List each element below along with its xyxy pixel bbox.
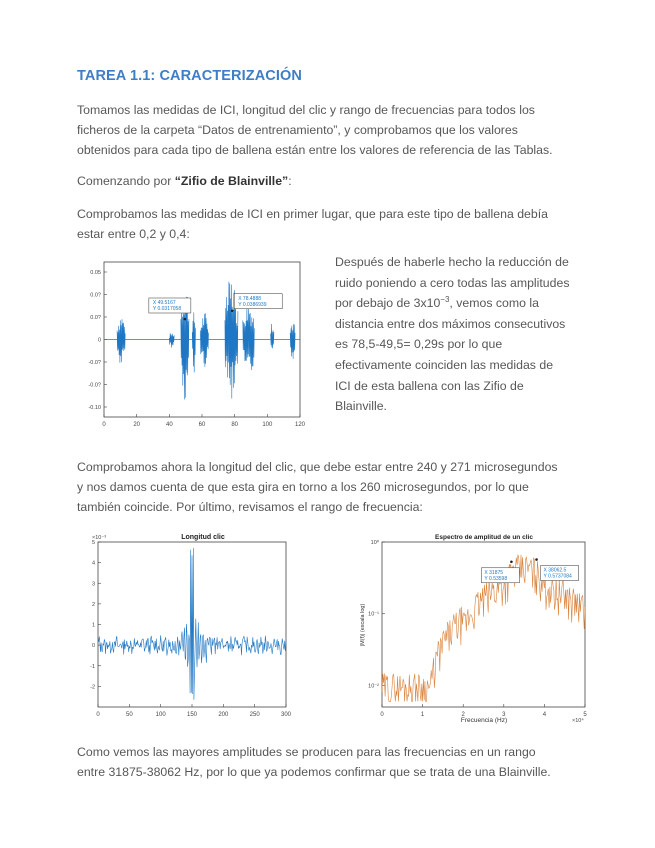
length-line-2: y nos damos cuenta de que esta gira en torno a los 260 microsegundos, por lo que: [77, 480, 529, 494]
spectrum-datatip-x: X 31875: [484, 569, 504, 576]
ici-signal-chart: [80, 252, 310, 437]
ici-x-tick-label: 40: [165, 422, 173, 428]
ici-datatip-x: X 78.4888: [238, 295, 262, 302]
spectrum-chart: [352, 527, 595, 727]
intro-line-3: obtenidos para cada tipo de ballena están entre los valores de referencia de las Tablas.: [77, 143, 553, 157]
click-length-title: Longitud clic: [181, 534, 225, 541]
ici-text-line-3: [335, 293, 590, 314]
spectrum-x-tick-label: 2: [461, 712, 465, 718]
spectrum-datatip-y: Y 0.53598: [484, 575, 508, 582]
length-y-tick-label: 2: [91, 601, 95, 608]
ici-text-line-7: ICI de esta ballena con las Zifio de: [335, 378, 524, 393]
conclusion-line-1: Como vemos las mayores amplitudes se producen para las frecuencias en un rango: [77, 745, 536, 759]
ici-datatip-marker: [184, 318, 187, 321]
length-line-3: también coincide. Por último, revisamos el rango de frecuencia:: [77, 500, 423, 514]
length-x-tick-label: 150: [186, 712, 198, 718]
ici-y-tick-label: -0.10: [88, 405, 101, 411]
spectrum-xlabel: Frecuencia (Hz): [460, 717, 508, 724]
intro-line-2: ficheros de la carpeta “Datos de entrenamiento”, y comprobamos que los valores: [77, 123, 518, 137]
ici-text-line-8: Blainville.: [335, 399, 387, 414]
ici-datatip-x: X 49.5167: [152, 299, 176, 306]
length-x-tick-label: 200: [218, 712, 229, 718]
length-x-tick-label: 250: [249, 712, 260, 718]
spectrum-y-tick-label: 10⁻¹: [368, 611, 379, 618]
ici-text-line-4: distancia entre dos máximos consecutivos: [335, 316, 566, 331]
ici-datatip-y: Y 0.0386939: [238, 301, 267, 308]
ici-explanation: [335, 252, 590, 417]
ici-x-tick-label: 100: [262, 422, 273, 428]
click-length-chart: [78, 527, 298, 727]
spectrum-x-tick-label: 3: [502, 712, 506, 718]
length-line-1: Comprobamos ahora la longitud del clic, que debe estar entre 240 y 271 microsegundos: [77, 460, 558, 474]
spectrum-x-tick-label: 4: [542, 712, 547, 718]
ici-y-tick-label: 0: [97, 337, 101, 344]
threshold-text: por debajo de 3x10: [335, 296, 441, 311]
spectrum-x-tick-label: 1: [420, 712, 425, 718]
length-paragraph: [77, 457, 558, 517]
ici-x-tick-label: 20: [133, 422, 141, 428]
ici-y-tick-label: 0.0?: [90, 315, 101, 321]
length-y-tick-label: 3: [91, 581, 95, 588]
ici-x-tick-label: 60: [198, 422, 206, 428]
click-length-exponent: ×10⁻³: [92, 535, 107, 541]
ici-y-tick-label: 0.05: [90, 270, 101, 276]
ici-text-line-5: es 78,5-49,5= 0,29s por lo que: [335, 337, 503, 352]
length-y-tick-label: -1: [90, 663, 95, 670]
spectrum-ylabel: |M(f)| (escala log): [360, 603, 366, 647]
length-y-tick-label: 0: [91, 643, 95, 650]
conclusion-paragraph: [77, 742, 551, 782]
ici-x-tick-label: 120: [294, 422, 306, 428]
spectrum-y-tick-label: 10⁰: [370, 540, 379, 546]
starting-prefix: Comenzando por: [77, 174, 175, 188]
ici-intro-line-2: estar entre 0,2 y 0,4:: [77, 227, 190, 241]
ici-text-line-2: ruido poniendo a cero todas las amplitudes: [335, 275, 570, 290]
threshold-exponent: −3: [440, 295, 450, 305]
ici-y-tick-label: 0.0?: [90, 292, 101, 299]
ici-text-line-6: efectivamente coinciden las medidas de: [335, 357, 554, 372]
intro-paragraph: [77, 100, 553, 160]
length-x-tick-label: 300: [280, 712, 292, 718]
length-x-tick-label: 50: [125, 712, 133, 718]
length-y-tick-label: 5: [91, 540, 95, 546]
ici-intro-line-1: Comprobamos las medidas de ICI en primer lugar, que para este tipo de ballena debía: [77, 207, 548, 221]
length-x-tick-label: 0: [96, 712, 100, 718]
section-heading: TAREA 1.1: CARACTERIZACIÓN: [77, 68, 302, 84]
starting-suffix: :: [288, 174, 292, 188]
ici-datatip-y: Y 0.0317058: [152, 305, 182, 312]
ici-text-line-1: Después de haberle hecho la reducción de: [335, 255, 569, 269]
spectrum-x-tick-label: 5: [583, 712, 587, 718]
spectrum-datatip-marker: [535, 558, 538, 561]
ici-y-tick-label: -0.0?: [88, 382, 101, 389]
species-name: “Zifio de Blainville”: [174, 174, 289, 188]
ici-datatip-marker: [231, 309, 234, 312]
spectrum-y-tick-label: 10⁻²: [368, 683, 379, 690]
ici-x-tick-label: 0: [102, 422, 106, 428]
spectrum-datatip-y: Y 0.5737084: [543, 573, 572, 580]
length-y-tick-label: 4: [91, 560, 95, 567]
spectrum-title: Espectro de amplitud de un clic: [435, 534, 533, 541]
spectrum-x-tick-label: 0: [380, 712, 384, 718]
starting-paragraph: [77, 171, 292, 191]
spectrum-datatip-x: X 38062.5: [543, 567, 567, 574]
ici-y-tick-label: -0.0?: [88, 360, 101, 366]
ici-intro-paragraph: [77, 204, 548, 244]
length-y-tick-label: -2: [90, 684, 95, 691]
threshold-suffix: , vemos como la: [449, 296, 539, 311]
length-y-tick-label: 1: [91, 622, 95, 629]
conclusion-line-2: entre 31875-38062 Hz, por lo que ya podemos confirmar que se trata de una Blainville.: [77, 765, 551, 779]
ici-x-tick-label: 80: [231, 422, 239, 428]
intro-line-1: Tomamos las medidas de ICI, longitud del clic y rango de frecuencias para todos los: [77, 103, 535, 117]
spectrum-datatip-marker: [510, 560, 513, 563]
length-x-tick-label: 100: [155, 712, 166, 718]
spectrum-exponent: ×10⁴: [572, 718, 584, 724]
